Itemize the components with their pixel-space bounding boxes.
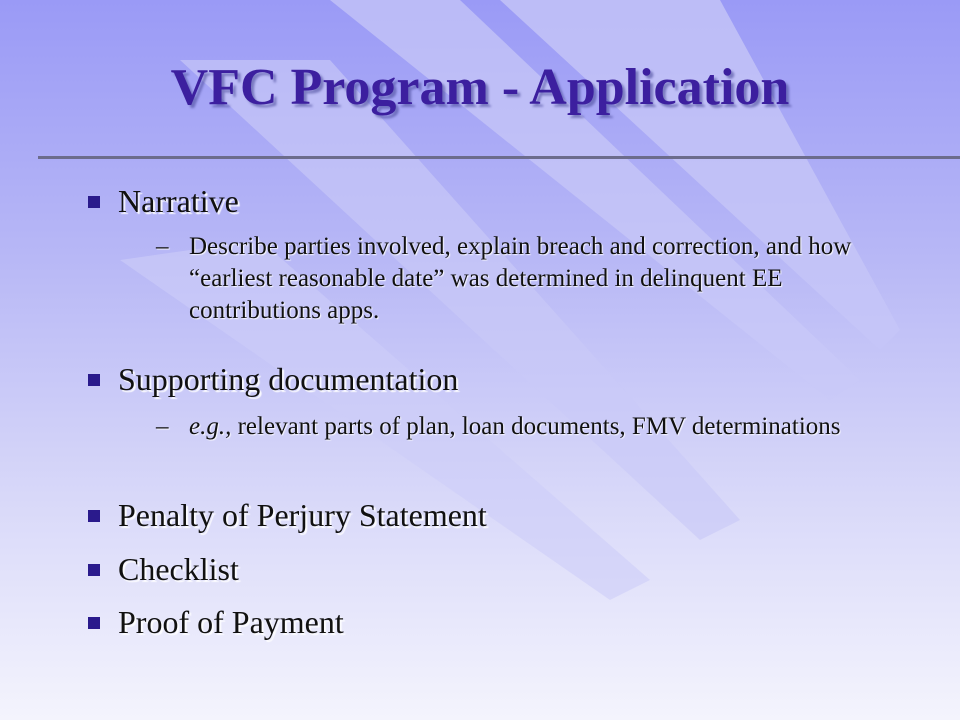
- bullet-label: Narrative: [118, 183, 239, 219]
- slide-title: VFC Program - Application: [170, 59, 790, 116]
- dash-marker: –: [156, 413, 169, 440]
- bullet-supporting-documentation: [88, 361, 458, 398]
- title-divider: [38, 156, 960, 159]
- sub-bullet-text: Describe parties involved, explain breach and correction, and how “earliest reasonable date” was determined in delinquent EE contributions apps.: [189, 233, 852, 324]
- square-bullet-icon: [88, 374, 100, 386]
- bullet-checklist: [88, 551, 239, 588]
- sub-bullet-narrative: [156, 231, 869, 327]
- dash-marker: –: [156, 233, 169, 260]
- square-bullet-icon: [88, 510, 100, 522]
- square-bullet-icon: [88, 617, 100, 629]
- bullet-penalty-of-perjury: [88, 497, 487, 534]
- sub-bullet-text: relevant parts of plan, loan documents, FMV determinations: [231, 413, 841, 440]
- bullet-label: Supporting documentation: [118, 361, 459, 397]
- bullet-label: Checklist: [118, 551, 239, 587]
- square-bullet-icon: [88, 196, 100, 208]
- sub-bullet-italic-text: e.g.,: [189, 413, 232, 440]
- sub-bullet-supporting-documentation: [156, 411, 869, 443]
- bullet-label: Penalty of Perjury Statement: [118, 497, 487, 533]
- bullet-narrative: [88, 183, 239, 220]
- bullet-label: Proof of Payment: [118, 604, 344, 640]
- square-bullet-icon: [88, 564, 100, 576]
- bullet-proof-of-payment: [88, 604, 344, 641]
